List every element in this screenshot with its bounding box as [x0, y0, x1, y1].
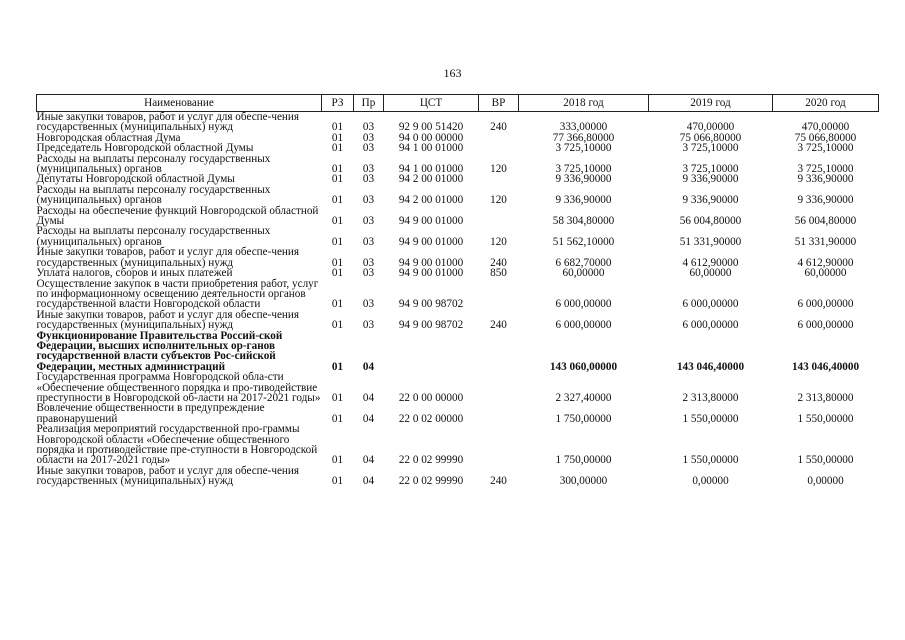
- cell-2020: 60,00000: [804, 267, 847, 280]
- cell-vr: 120: [490, 235, 507, 248]
- table-header-row: [37, 95, 879, 112]
- cell-name: Осуществление закупок в части приобретения работ, услуг по информационному освещению деятельности органов государственной власти Новгородской области: [36, 277, 319, 311]
- cell-rz: 01: [331, 256, 344, 269]
- page-number: 163: [443, 66, 462, 80]
- cell-name: Расходы на выплаты персоналу государственных (муниципальных) органов: [36, 152, 271, 176]
- cell-cst: 94 2 00 01000: [398, 194, 464, 207]
- cell-pr: 04: [362, 475, 375, 488]
- cell-2018: 9 336,90000: [555, 194, 612, 207]
- cell-vr: 240: [490, 319, 507, 332]
- cell-pr: 03: [362, 121, 375, 134]
- cell-2019: 1 550,00000: [682, 412, 739, 425]
- cell-rz: 01: [331, 319, 344, 332]
- cell-pr: 04: [362, 391, 375, 404]
- cell-2018: 333,00000: [559, 121, 608, 134]
- cell-rz: 01: [331, 360, 344, 373]
- cell-cst: 22 0 02 99990: [398, 454, 464, 467]
- cell-name: Иные закупки товаров, работ и услуг для обеспе-чения государственных (муниципальных) нужд: [36, 246, 300, 269]
- cell-2018: 9 336,90000: [555, 173, 612, 186]
- cell-name: Расходы на выплаты персоналу государственных (муниципальных) органов: [36, 183, 271, 207]
- cell-pr: 03: [362, 131, 375, 144]
- cell-2020: 6 000,00000: [797, 298, 854, 311]
- cell-2020: 1 550,00000: [797, 454, 854, 467]
- cell-rz: 01: [331, 391, 344, 404]
- cell-vr: [479, 143, 519, 153]
- cell-cst: 94 0 00 00000: [398, 131, 464, 144]
- table-row: [37, 424, 879, 466]
- cell-vr: [479, 403, 519, 424]
- cell-pr: 04: [362, 360, 375, 373]
- cell-cst: 94 9 00 98702: [398, 319, 464, 332]
- cell-2019: 75 066,80000: [679, 131, 742, 144]
- cell-2018: 6 682,70000: [555, 256, 612, 269]
- cell-pr: 03: [362, 215, 375, 228]
- header-2018: 2018 год: [519, 95, 649, 112]
- cell-2019: 0,00000: [692, 475, 729, 488]
- cell-2020: 143 046,40000: [791, 360, 860, 373]
- table-row: [37, 154, 879, 175]
- cell-rz: 01: [331, 298, 344, 311]
- cell-vr: [479, 133, 519, 143]
- cell-pr: 03: [362, 267, 375, 280]
- cell-vr: [479, 372, 519, 403]
- header-2020: 2020 год: [773, 95, 879, 112]
- cell-rz: 01: [331, 454, 344, 467]
- header-2019: 2019 год: [649, 95, 773, 112]
- cell-2019: 2 313,80000: [682, 391, 739, 404]
- budget-table: [36, 94, 879, 487]
- cell-rz: 01: [331, 142, 344, 155]
- cell-pr: 03: [362, 298, 375, 311]
- cell-2019: 56 004,80000: [679, 215, 742, 228]
- cell-name: Реализация мероприятий государственной про-граммы Новгородской области «Обеспечение общественного порядка и противодействие пре-ступности в Новгородской области на 2017-2021 годы»: [36, 423, 318, 467]
- cell-2020: 56 004,80000: [794, 215, 857, 228]
- cell-cst: 94 1 00 01000: [398, 142, 464, 155]
- cell-cst: 94 2 00 01000: [398, 173, 464, 186]
- cell-2018: 51 562,10000: [552, 235, 615, 248]
- cell-pr: 03: [362, 142, 375, 155]
- cell-2020: 3 725,10000: [797, 163, 854, 176]
- cell-pr: 04: [362, 412, 375, 425]
- table-row: [37, 310, 879, 331]
- cell-2020: 6 000,00000: [797, 319, 854, 332]
- cell-2020: 51 331,90000: [794, 235, 857, 248]
- cell-rz: 01: [331, 235, 344, 248]
- cell-2020: 9 336,90000: [797, 194, 854, 207]
- table-row: [37, 268, 879, 278]
- cell-pr: 03: [362, 173, 375, 186]
- cell-2019: 9 336,90000: [682, 173, 739, 186]
- cell-cst: 94 9 00 01000: [398, 256, 464, 269]
- cell-rz: 01: [331, 173, 344, 186]
- cell-2018: 3 725,10000: [555, 142, 612, 155]
- cell-pr: 03: [362, 163, 375, 176]
- cell-2019: 3 725,10000: [682, 142, 739, 155]
- cell-rz: 01: [331, 131, 344, 144]
- cell-name: Государственная программа Новгородской обла-сти «Обеспечение общественного порядка и про-тиводействие преступности в Новгородской об-ласти на 2017-2021 годы»: [36, 371, 321, 404]
- cell-2020: 3 725,10000: [797, 142, 854, 155]
- cell-vr: [479, 279, 519, 310]
- cell-2019: 143 046,40000: [676, 360, 745, 373]
- cell-vr: 850: [490, 267, 507, 280]
- cell-cst: 94 9 00 01000: [398, 215, 464, 228]
- cell-2018: 2 327,40000: [555, 391, 612, 404]
- cell-2020: 9 336,90000: [797, 173, 854, 186]
- cell-2020: 0,00000: [807, 475, 844, 488]
- cell-2018: 3 725,10000: [555, 163, 612, 176]
- cell-2019: 51 331,90000: [679, 235, 742, 248]
- cell-vr: 240: [490, 121, 507, 134]
- cell-vr: [479, 424, 519, 466]
- header-vr: ВР: [479, 95, 519, 112]
- cell-rz: 01: [331, 163, 344, 176]
- cell-name: Иные закупки товаров, работ и услуг для обеспе-чения государственных (муниципальных) нужд: [36, 464, 300, 488]
- header-rz: РЗ: [322, 95, 354, 112]
- cell-name: Депутаты Новгородской областной Думы: [36, 173, 235, 186]
- cell-rz: 01: [331, 267, 344, 280]
- table-row: [37, 112, 879, 133]
- cell-2018: 6 000,00000: [555, 319, 612, 332]
- table-row: [37, 185, 879, 206]
- cell-2020: 1 550,00000: [797, 412, 854, 425]
- table-row: [37, 466, 879, 487]
- table-row: [37, 403, 879, 424]
- cell-2019: 470,00000: [686, 121, 735, 134]
- cell-name: Расходы на обеспечение функций Новгородской областной Думы: [36, 204, 319, 228]
- table-row: [37, 226, 879, 247]
- cell-cst: 22 0 02 00000: [398, 412, 464, 425]
- cell-2018: 77 366,80000: [552, 131, 615, 144]
- cell-rz: 01: [331, 121, 344, 134]
- header-name: Наименование: [37, 95, 322, 112]
- cell-rz: 01: [331, 475, 344, 488]
- cell-rz: 01: [331, 412, 344, 425]
- cell-name: Функционирование Правительства Россий-ской Федерации, высших исполнительных ор-ганов государственной власти субъектов Рос-сийской Федерации, местных администраций: [36, 329, 283, 373]
- table-row: [37, 206, 879, 227]
- cell-name: Иные закупки товаров, работ и услуг для обеспе-чения государственных (муниципальных) нужд: [36, 308, 300, 332]
- cell-rz: 01: [331, 194, 344, 207]
- table-row: [37, 279, 879, 310]
- cell-rz: 01: [331, 215, 344, 228]
- cell-2020: 470,00000: [801, 121, 850, 134]
- cell-vr: [479, 206, 519, 227]
- cell-pr: 03: [362, 194, 375, 207]
- cell-cst: 94 9 00 01000: [398, 235, 464, 248]
- cell-2019: 60,00000: [689, 267, 732, 280]
- cell-2020: 75 066,80000: [794, 131, 857, 144]
- cell-vr: 120: [490, 163, 507, 176]
- cell-2018: 1 750,00000: [555, 454, 612, 467]
- cell-name: Новгородская областная Дума: [36, 131, 181, 144]
- cell-vr: 240: [490, 475, 507, 488]
- cell-pr: 03: [362, 256, 375, 269]
- cell-name: Уплата налогов, сборов и иных платежей: [36, 267, 233, 280]
- cell-cst: 92 9 00 51420: [398, 121, 464, 134]
- cell-2018: 143 060,00000: [549, 360, 618, 373]
- cell-2019: 6 000,00000: [682, 298, 739, 311]
- cell-name: Вовлечение общественности в предупреждение правонарушений: [36, 402, 265, 425]
- header-pr: Пр: [354, 95, 384, 112]
- cell-2019: 4 612,90000: [682, 256, 739, 269]
- cell-2019: 6 000,00000: [682, 319, 739, 332]
- cell-name: Председатель Новгородской областной Думы: [36, 142, 254, 155]
- cell-pr: 03: [362, 235, 375, 248]
- table-row: [37, 372, 879, 403]
- cell-2018: 58 304,80000: [552, 215, 615, 228]
- cell-cst: [384, 331, 479, 373]
- cell-pr: 03: [362, 319, 375, 332]
- cell-name: Иные закупки товаров, работ и услуг для обеспе-чения государственных (муниципальных) нужд: [36, 111, 300, 134]
- cell-vr: 240: [490, 256, 507, 269]
- cell-2018: 6 000,00000: [555, 298, 612, 311]
- cell-2018: 300,00000: [559, 475, 608, 488]
- cell-cst: 94 9 00 01000: [398, 267, 464, 280]
- cell-cst: 94 9 00 98702: [398, 298, 464, 311]
- cell-2018: 1 750,00000: [555, 412, 612, 425]
- cell-vr: [479, 174, 519, 184]
- cell-pr: 04: [362, 454, 375, 467]
- table-row: [37, 331, 879, 373]
- cell-2018: 60,00000: [562, 267, 605, 280]
- cell-cst: 22 0 02 99990: [398, 475, 464, 488]
- table-row: [37, 247, 879, 268]
- cell-cst: 94 1 00 01000: [398, 163, 464, 176]
- cell-2019: 9 336,90000: [682, 194, 739, 207]
- cell-2019: 1 550,00000: [682, 454, 739, 467]
- cell-2019: 3 725,10000: [682, 163, 739, 176]
- cell-name: Расходы на выплаты персоналу государственных (муниципальных) органов: [36, 225, 271, 248]
- header-cst: ЦСТ: [384, 95, 479, 112]
- cell-2020: 2 313,80000: [797, 391, 854, 404]
- cell-vr: 120: [490, 194, 507, 207]
- cell-vr: [479, 331, 519, 373]
- cell-2020: 4 612,90000: [797, 256, 854, 269]
- cell-cst: 22 0 00 00000: [398, 391, 464, 404]
